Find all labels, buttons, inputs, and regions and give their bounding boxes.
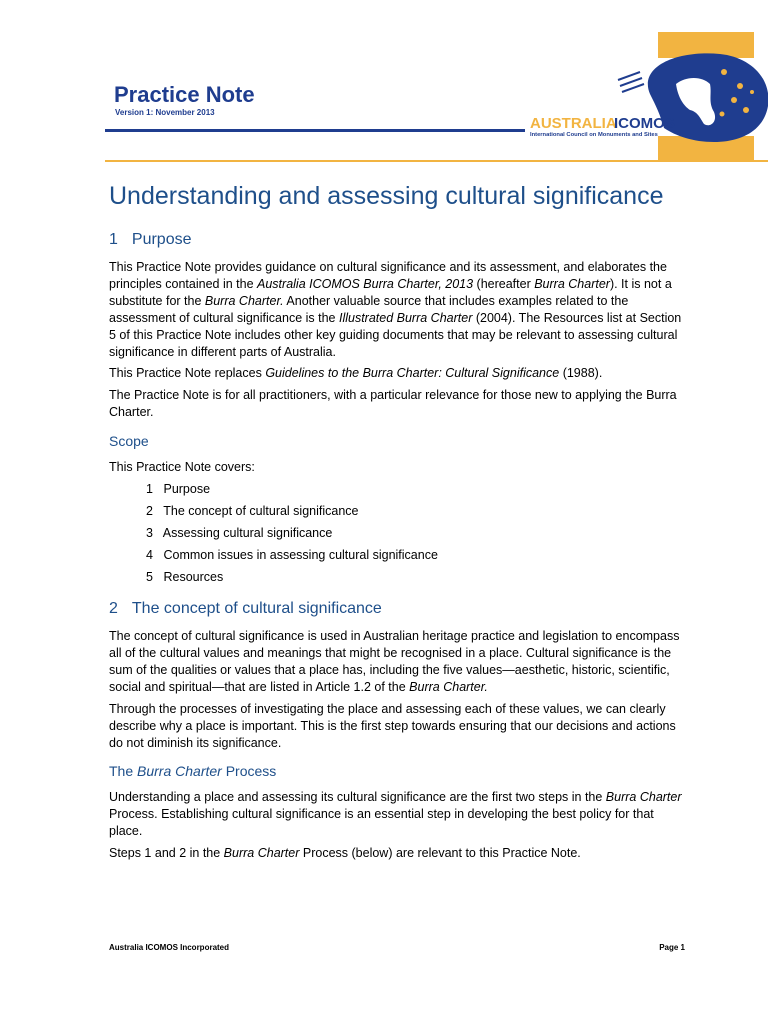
section-1-heading: [109, 231, 192, 249]
logo-mane-lines: [618, 72, 644, 92]
scope-list-item: 5 Resources: [146, 570, 224, 584]
logo-tagline: International Council on Monuments and Sites: [530, 132, 658, 138]
document-title: Understanding and assessing cultural significance: [109, 182, 664, 210]
concept-paragraph-1: The concept of cultural significance is used in Australian heritage practice and legislation to encompass all of the cultural values and meanings that might be recognised in a place. Cultural significance is the sum of the qualities or values that a place has, including the five values—aesthetic, historic, scientific, social and spiritual—that are listed in Article 1.2 of the Burra Charter.: [109, 629, 680, 694]
purpose-paragraph-1: This Practice Note provides guidance on cultural significance and its assessment, and elaborates the principles contained in the Australia ICOMOS Burra Charter, 2013 (hereafter Burra Charter). It is not a substitute for the Burra Charter. Another valuable source that includes examples related to the assessment of cultural significance is the Illustrated Burra Charter (2004). The Resources list at Section 5 of this Practice Note includes other key guiding documents that may be relevant to assessing cultural significance in different parts of Australia.: [109, 260, 682, 359]
scope-list-item: 2 The concept of cultural significance: [146, 504, 359, 518]
document-header-title: Practice Note: [114, 82, 255, 107]
scope-list: [146, 481, 438, 591]
footer-organisation: Australia ICOMOS Incorporated: [109, 943, 230, 952]
scope-list-item: 4 Common issues in assessing cultural significance: [146, 548, 438, 562]
section-2-heading: [109, 600, 382, 618]
process-paragraph-1: Understanding a place and assessing its cultural significance are the first two steps in the Burra Charter Process. Establishing cultural significance is an essential step in developing the best policy for that place.: [109, 790, 682, 838]
logo-name-australia: AUSTRALIA: [530, 115, 617, 132]
scope-intro: This Practice Note covers:: [109, 460, 255, 474]
scope-list-item: 3 Assessing cultural significance: [146, 526, 333, 540]
process-heading: The Burra Charter Process: [109, 763, 277, 779]
purpose-paragraph-2: This Practice Note replaces Guidelines to the Burra Charter: Cultural Significance (1988).: [109, 366, 603, 380]
scope-heading: Scope: [109, 433, 149, 449]
process-paragraph-2: Steps 1 and 2 in the Burra Charter Process (below) are relevant to this Practice Note.: [109, 846, 581, 860]
purpose-paragraph-3: The Practice Note is for all practitioners, with a particular relevance for those new to applying the Burra Charter.: [109, 388, 677, 419]
document-version: Version 1: November 2013: [115, 108, 215, 117]
section-1-title: Purpose: [131, 231, 192, 248]
header-rule-blue: [105, 129, 525, 132]
concept-paragraph-2: Through the processes of investigating the place and assessing each of these values, we can clearly describe why a place is important. This is the first step towards ensuring that our decisions and actions do not diminish its significance.: [109, 702, 676, 750]
section-2-number: 2: [109, 600, 118, 617]
scope-list-item: 1 Purpose: [146, 482, 211, 496]
section-2-title: The concept of cultural significance: [131, 600, 382, 617]
logo-name-icomos: ICOMOS: [614, 115, 675, 132]
footer-page-number: Page 1: [659, 943, 685, 952]
section-1-number: 1: [109, 231, 118, 248]
australia-icomos-logo: [528, 32, 768, 162]
